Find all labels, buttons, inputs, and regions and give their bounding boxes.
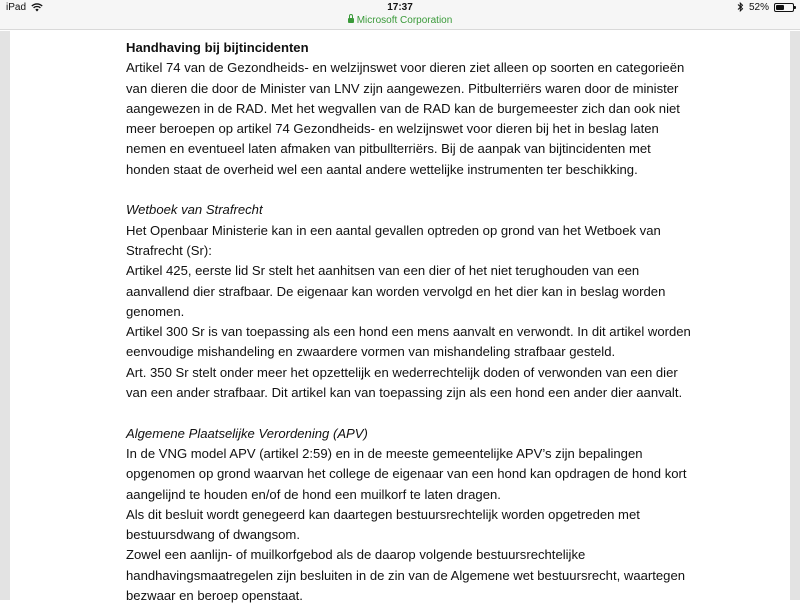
text-line: Het Openbaar Ministerie kan in een aantal gevallen optreden op grond van het Wetboek van: [126, 222, 661, 238]
text-line: Artikel 300 Sr is van toepassing als een hond een mens aanvalt en verwondt. In dit artikel worden: [126, 324, 691, 340]
url-title: Microsoft Corporation: [356, 15, 453, 26]
text-line: Als dit besluit wordt genegeerd kan daartegen bestuursrechtelijk worden opgetreden met: [126, 506, 640, 522]
text-line: eenvoudige mishandeling en zwaardere vormen van mishandeling strafbaar gesteld.: [126, 344, 616, 360]
lock-icon: [348, 18, 354, 23]
text-line: van dieren die door de Minister van LNV zijn aangewezen. Pitbulterriërs waren door de minister: [126, 80, 679, 96]
text-line: honden staat de overheid wel een aantal andere wettelijke instrumenten ter beschikking.: [126, 161, 638, 177]
battery-level: [776, 5, 784, 10]
text-line: Artikel 74 van de Gezondheids- en welzijnswet voor dieren ziet alleen op soorten en categorieën: [126, 60, 685, 76]
text-line: Strafrecht (Sr):: [126, 242, 212, 258]
section-body: [126, 444, 706, 606]
battery-icon: [774, 3, 794, 12]
text-line: Artikel 425, eerste lid Sr stelt het aanhitsen van een dier of het niet terughouden van een: [126, 263, 640, 279]
section-body: [126, 58, 706, 180]
text-line: bestuursdwang of dwangsom.: [126, 527, 300, 543]
text-line: aanvallend dier strafbaar. De eigenaar kan worden vervolgd en het dier kan in beslag worden: [126, 283, 666, 299]
address-bar[interactable]: [0, 15, 800, 26]
section-heading: Handhaving bij bijtincidenten: [126, 40, 309, 55]
text-line: In de VNG model APV (artikel 2:59) en in de meeste gemeentelijke APV’s zijn bepalingen: [126, 445, 643, 461]
section-heading: Wetboek van Strafrecht: [126, 202, 263, 218]
text-line: aangelijnd te houden en/of de hond een muilkorf te laten dragen.: [126, 486, 501, 502]
text-line: van een ander strafbaar. Dit artikel kan van toepassing zijn als een hond een ander dier aanvalt.: [126, 385, 683, 401]
text-line: Art. 350 Sr stelt onder meer het opzettelijk en wederrechtelijk doden of verwonden van een dier: [126, 364, 678, 380]
text-line: aangewezen in de RAD. Met het wegvallen van de RAD kan de burgemeester zich dan ook niet: [126, 100, 680, 116]
text-line: bezwaar en beroep openstaat.: [126, 588, 303, 604]
status-bar: [0, 0, 800, 30]
spacer: [126, 403, 706, 423]
text-line: meer beroepen op artikel 74 Gezondheids- en welzijnswet voor dieren bij het in beslag laten: [126, 121, 659, 137]
text-line: genomen.: [126, 303, 185, 319]
status-right: [737, 2, 794, 13]
spacer: [126, 180, 706, 200]
clock: 17:37: [387, 2, 413, 13]
document-page[interactable]: [0, 31, 800, 604]
section-body: [126, 221, 706, 404]
section-heading: Algemene Plaatselijke Verordening (APV): [126, 425, 368, 441]
document-content: [126, 38, 706, 606]
device-name: iPad: [6, 2, 27, 13]
text-line: opgenomen op grond waarvan het college de eigenaar van een hond kan opdragen de hond kort: [126, 466, 687, 482]
text-line: Zowel een aanlijn- of muilkorfgebod als de daarop volgende bestuursrechtelijke: [126, 547, 586, 563]
text-line: nemen en eventueel laten afmaken van pitbullterriërs. Bij de aanpak van bijtincidenten met: [126, 141, 651, 157]
battery-percent: 52%: [748, 2, 769, 13]
text-line: handhavingsmaatregelen zijn besluiten in de zin van de Algemene wet bestuursrecht, waartegen: [126, 567, 686, 583]
bluetooth-icon: [737, 2, 744, 13]
